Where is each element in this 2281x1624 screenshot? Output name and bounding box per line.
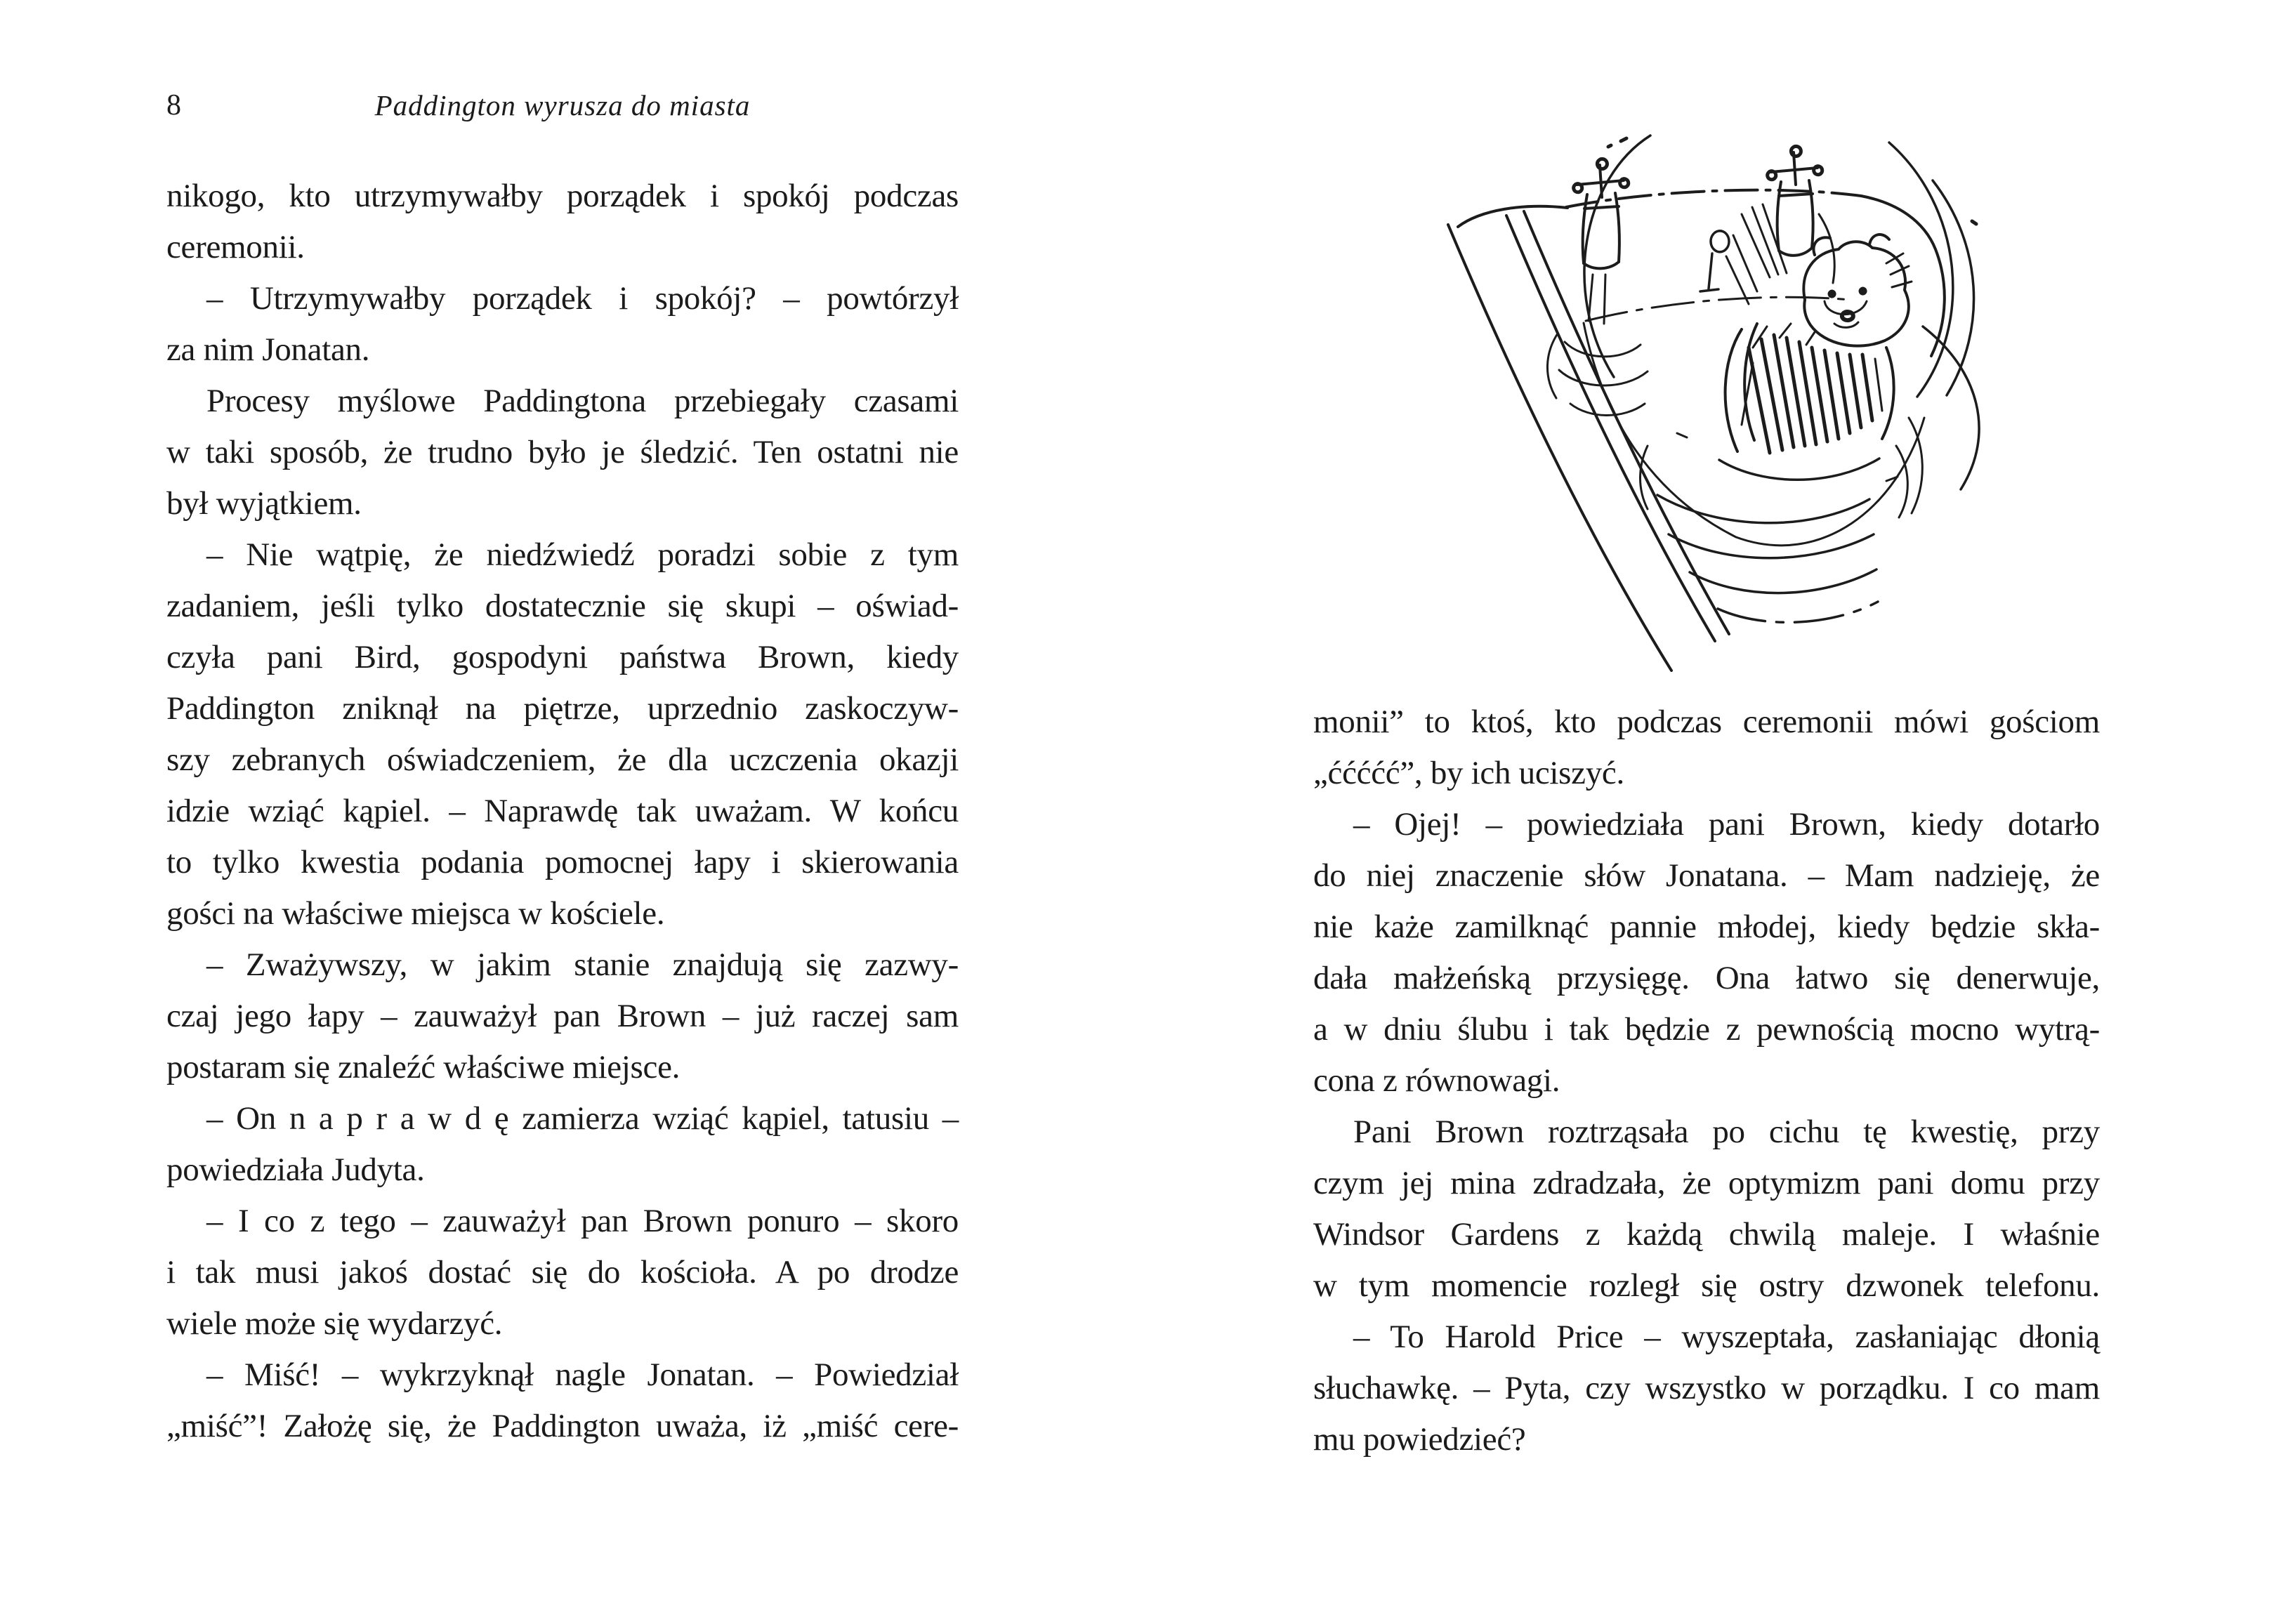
right-page-text-column	[1313, 697, 2100, 1465]
bathtub-illustration	[1440, 116, 2009, 678]
text-line: – Nie wątpię, że niedźwiedź poradzi sobie z tym	[206, 536, 959, 573]
text-line: – On n a p r a w d ę zamierza wziąć kąpiel, tatusiu –	[206, 1100, 959, 1137]
text-line: monii” to ktoś, kto podczas ceremonii mówi gościom	[1313, 704, 2100, 740]
bath-plug-float	[1700, 231, 1729, 291]
page-number: 8	[166, 89, 181, 121]
text-line: – I co z tego – zauważył pan Brown ponuro – skoro	[206, 1203, 959, 1239]
text-line: i tak musi jakoś dostać się do kościoła. A po drodze	[166, 1254, 959, 1290]
text-line: do niej znaczenie słów Jonatana. – Mam nadzieję, że	[1313, 857, 2100, 894]
text-line: a w dniu ślubu i tak będzie z pewnością mocno wytrą-	[1313, 1011, 2100, 1048]
text-line: „miść”! Założę się, że Paddington uważa, iż „miść cere-	[166, 1408, 959, 1444]
text-line: czyła pani Bird, gospodyni państwa Brown, kiedy	[166, 639, 959, 675]
text-line: był wyjątkiem.	[166, 485, 362, 522]
text-line: w taki sposób, że trudno było je śledzić. Ten ostatni nie	[166, 434, 959, 470]
text-line: – Zważywszy, w jakim stanie znajdują się zazwy-	[206, 946, 959, 983]
text-line: czym jej mina zdradzała, że optymizm pani domu przy	[1313, 1165, 2100, 1201]
left-page-text-column	[166, 171, 959, 1452]
text-line: Procesy myślowe Paddingtona przebiegały czasami	[206, 383, 959, 419]
text-line: zadaniem, jeśli tylko dostatecznie się skupi – oświad-	[166, 588, 959, 624]
right-tap	[1726, 146, 1834, 304]
text-line: Windsor Gardens z każdą chwilą maleje. I właśnie	[1313, 1216, 2100, 1253]
text-line: powiedziała Judyta.	[166, 1151, 425, 1188]
text-line: – To Harold Price – wyszeptała, zasłaniając dłonią	[1353, 1319, 2100, 1355]
text-line: w tym momencie rozległ się ostry dzwonek telefonu.	[1313, 1267, 2100, 1304]
text-line: postaram się znaleźć właściwe miejsce.	[166, 1049, 681, 1085]
text-line: to tylko kwestia podania pomocnej łapy i skierowania	[166, 844, 959, 880]
text-line: – Ojej! – powiedziała pani Brown, kiedy dotarło	[1353, 806, 2100, 843]
text-line: idzie wziąć kąpiel. – Naprawdę tak uważam. W końcu	[166, 793, 959, 829]
text-line: – Utrzymywałby porządek i spokój? – powtórzył	[206, 280, 959, 317]
text-line: „ććććć”, by ich uciszyć.	[1313, 755, 1624, 791]
motion-arcs	[1584, 136, 1979, 489]
text-line: dała małżeńską przysięgę. Ona łatwo się denerwuje,	[1313, 960, 2100, 996]
bathtub-outline	[1448, 190, 1945, 671]
text-line: Pani Brown roztrząsała po cichu tę kwestię, przy	[1353, 1114, 2100, 1150]
text-line: nie każe zamilknąć pannie młodej, kiedy będzie skła-	[1313, 909, 2100, 945]
text-line: gości na właściwe miejsca w kościele.	[166, 895, 665, 932]
text-line: czaj jego łapy – zauważył pan Brown – już raczej sam	[166, 998, 959, 1034]
running-header-title: Paddington wyrusza do miasta	[374, 89, 751, 121]
text-line: ceremonii.	[166, 229, 305, 265]
text-line: słuchawkę. – Pyta, czy wszystko w porządku. I co mam	[1313, 1370, 2100, 1406]
text-line: mu powiedzieć?	[1313, 1421, 1526, 1458]
text-line: cona z równowagi.	[1313, 1062, 1560, 1099]
text-line: nikogo, kto utrzymywałby porządek i spokój podczas	[166, 178, 959, 214]
text-line: – Miść! – wykrzyknął nagle Jonatan. – Powiedział	[206, 1356, 959, 1393]
text-line: szy zebranych oświadczeniem, że dla uczczenia okazji	[166, 741, 959, 778]
text-line: wiele może się wydarzyć.	[166, 1305, 503, 1342]
text-line: za nim Jonatan.	[166, 331, 370, 368]
bear	[1725, 235, 1912, 453]
text-line: Paddington zniknął na piętrze, uprzednio zaskoczyw-	[166, 690, 959, 727]
